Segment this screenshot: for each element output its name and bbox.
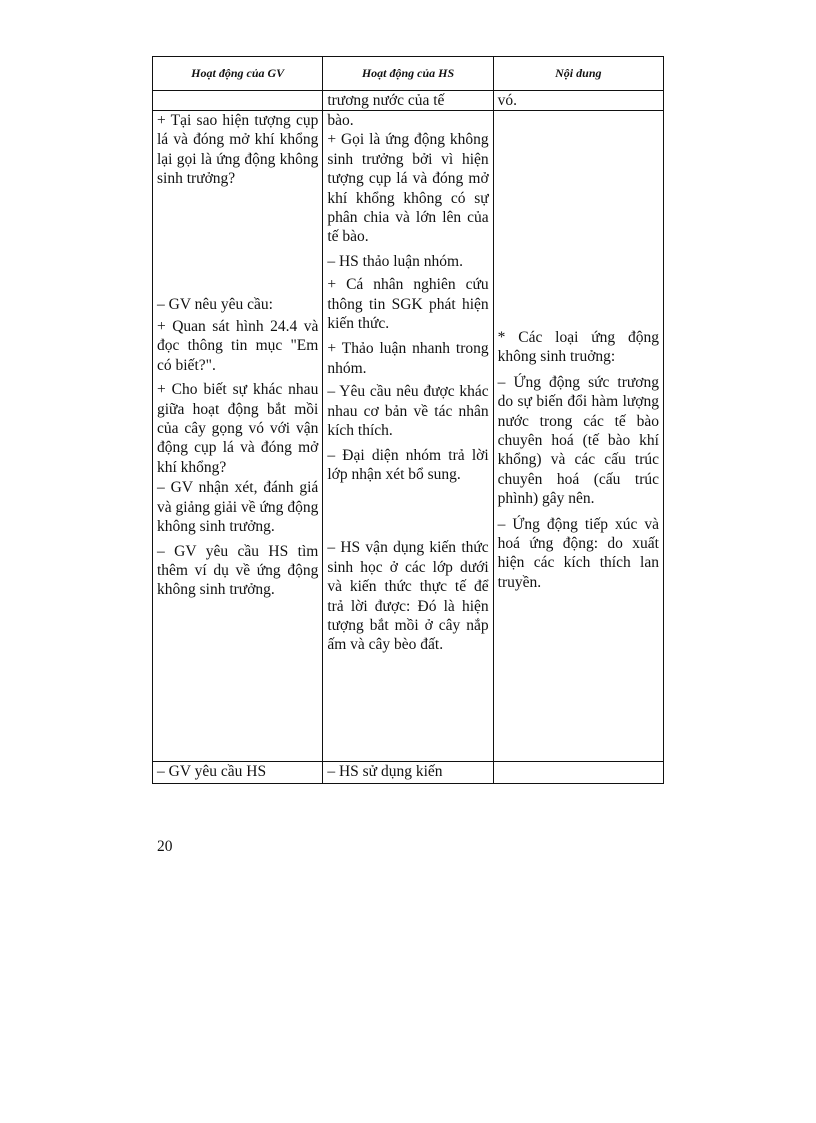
cell-nd-continued: vó. <box>493 91 663 111</box>
cell-teacher-activity <box>153 111 323 762</box>
header-student-activity: Hoạt động của HS <box>323 57 493 91</box>
cell-nd-next <box>493 762 663 784</box>
cell-content <box>493 111 663 762</box>
lesson-activity-table <box>152 56 664 784</box>
header-content: Nội dung <box>493 57 663 91</box>
gv-feedback: – GV nhận xét, đánh giá và giảng giải về ứng động không sinh trưởng. <box>157 479 319 536</box>
gv-find-examples: – GV yêu cầu HS tìm thêm ví dụ về ứng động không sinh trưởng. <box>157 542 319 599</box>
page-number: 20 <box>157 838 173 855</box>
cell-student-activity <box>323 111 493 762</box>
cell-hs-continued: trương nước của tế <box>323 91 493 111</box>
nd-types-heading: * Các loại ứng động không sinh truởng: <box>497 329 659 366</box>
gv-compare-question: + Cho biết sự khác nhau giữa hoạt động bắt mồi của cây gọng vó với vận động cụp lá và đóng mở khí khổng? <box>157 381 319 476</box>
cell-gv-continued <box>153 91 323 111</box>
hs-individual-research: + Cá nhân nghiên cứu thông tin SGK phát hiện kiến thức. <box>327 276 489 333</box>
table-row <box>153 762 664 784</box>
gv-request: – GV nêu yêu cầu: <box>157 295 273 313</box>
hs-apply-knowledge: – HS vận dụng kiến thức sinh học ở các lớp dưới và kiến thức thực tế để trả lời được: Đó là hiện tượng bắt mồi ở cây nắp ấm và cây bèo đất. <box>327 539 489 654</box>
cell-gv-next: – GV yêu cầu HS <box>153 762 323 784</box>
hs-state-difference: – Yêu cầu nêu được khác nhau cơ bản về tác nhân kích thích. <box>327 383 489 440</box>
cell-hs-next: – HS sử dụng kiến <box>323 762 493 784</box>
hs-group-discussion: – HS thảo luận nhóm. <box>327 252 463 270</box>
gv-question-growth: + Tại sao hiện tượng cụp lá và đóng mở khí khổng lại gọi là ứng động không sinh trưởng? <box>157 112 319 188</box>
table-row <box>153 111 664 762</box>
hs-group-report: – Đại diện nhóm trả lời lớp nhận xét bổ sung. <box>327 446 489 483</box>
gv-observe-figure: + Quan sát hình 24.4 và đọc thông tin mục "Em có biết?". <box>157 318 319 374</box>
hs-quick-discussion: + Thảo luận nhanh trong nhóm. <box>327 340 489 377</box>
table-row <box>153 91 664 111</box>
nd-turgor-movement: – Ứng động sức trương do sự biến đổi hàm lượng nước trong các tế bào chuyên hoá (tế bào khí khổng) và các cấu trúc chuyên hoá (cấu trúc phình) gây nên. <box>497 373 659 508</box>
nd-contact-movement: – Ứng động tiếp xúc và hoá ứng động: do xuất hiện các kích thích lan truyền. <box>497 515 659 591</box>
hs-answer-growth: + Gọi là ứng động không sinh trưởng bởi vì hiện tượng cụp lá và đóng mở khí khổng không có sự phân chia và lớn lên của tế bào. <box>327 131 489 246</box>
hs-cell-continued: bào. <box>327 112 354 129</box>
table-header-row <box>153 57 664 91</box>
header-teacher-activity: Hoạt động của GV <box>153 57 323 91</box>
